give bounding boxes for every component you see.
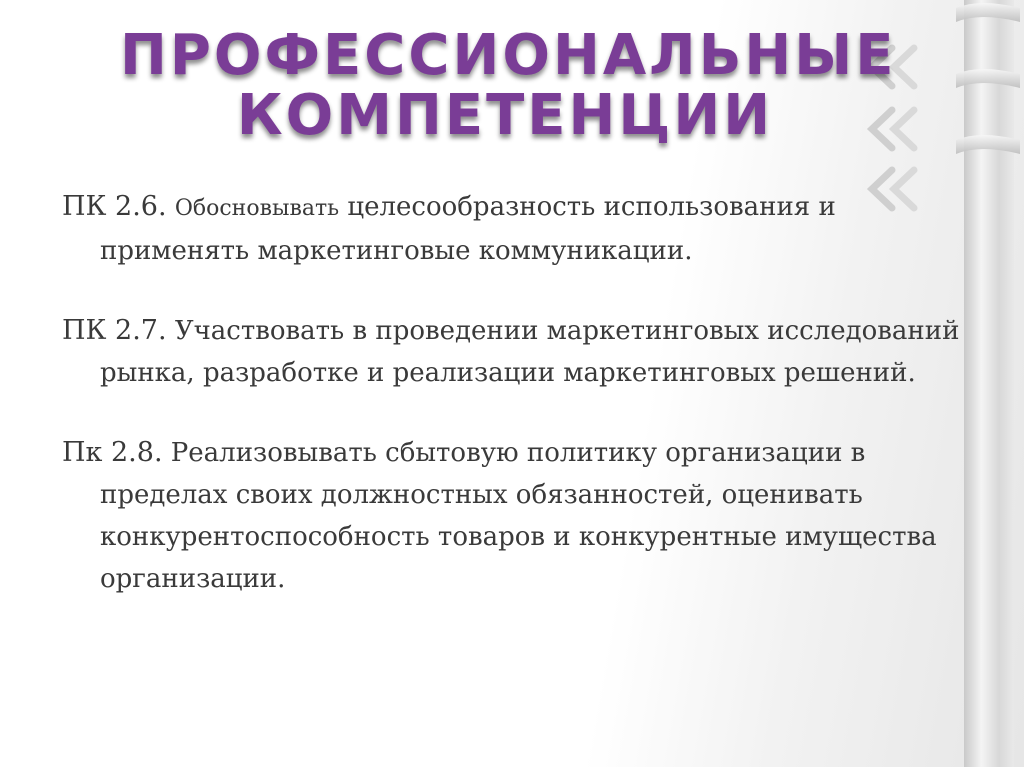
competency-text: целесообразность использования и применять маркетинговые коммуникации. <box>100 192 836 266</box>
competency-code: ПК 2.6. <box>62 191 167 222</box>
slide-title <box>120 23 897 148</box>
competency-item-2-6 <box>62 186 962 272</box>
title-line-2: КОМПЕТЕНЦИИ <box>236 83 774 148</box>
competency-code: Пк 2.8. <box>62 437 163 468</box>
competency-item-2-7 <box>62 310 962 394</box>
competency-code: ПК 2.7. <box>62 315 167 346</box>
competency-text: Реализовывать сбытовую политику организации в пределах своих должностных обязанностей, оценивать конкурентоспособность товаров и конкурентные имущества организации. <box>100 438 937 594</box>
competency-text: Участвовать в проведении маркетинговых исследований рынка, разработке и реализации маркетинговых решений. <box>100 316 960 388</box>
competency-verb: Обосновывать <box>174 196 340 221</box>
competency-item-2-8 <box>62 432 962 600</box>
title-line-1: ПРОФЕССИОНАЛЬНЫЕ <box>120 23 897 88</box>
competency-list <box>62 186 962 638</box>
